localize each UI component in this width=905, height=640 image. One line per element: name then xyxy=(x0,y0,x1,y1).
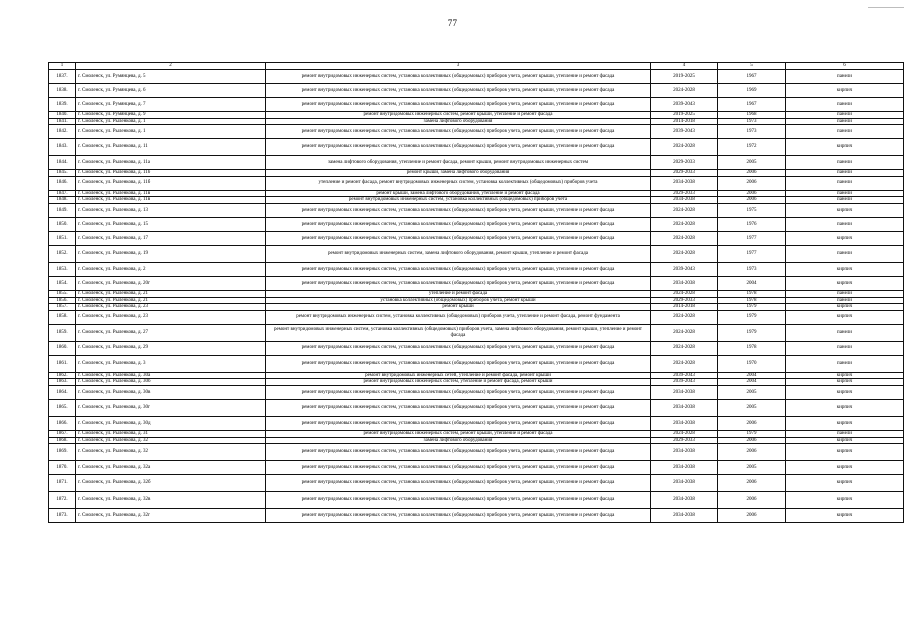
row-period: 2024-2028 xyxy=(651,324,718,341)
table-row xyxy=(49,262,904,276)
row-address: г. Смоленск, ул. Румянцева, д. 7 xyxy=(76,98,266,112)
row-work-list: ремонт внутридомовых инженерных систем, установка коллективных (общедомовых) приборов учета, ремонт крыши, утепление и ремонт фасада xyxy=(266,84,651,98)
table-row xyxy=(49,310,904,324)
row-wall-material: панели xyxy=(786,290,904,297)
row-wall-material: кирпич xyxy=(786,310,904,324)
row-work-list: ремонт внутридомовых инженерных систем, утепление и ремонт фасада, ремонт крыши xyxy=(266,379,651,386)
row-number: 1848. xyxy=(49,197,76,204)
row-work-list: замена лифтового оборудования xyxy=(266,118,651,125)
row-address: г. Смоленск, ул. Рыленкова, д. 11а xyxy=(76,156,266,170)
row-work-list: ремонт внутридомовых инженерных систем, установка коллективных (общедомовых) приборов учета, ремонт крыши, утепление и ремонт фасада xyxy=(266,475,651,492)
row-number: 1863. xyxy=(49,379,76,386)
row-address: г. Смоленск, ул. Рыленкова, д. 32а xyxy=(76,461,266,475)
register-table-wrapper xyxy=(48,62,903,523)
row-work-list: ремонт внутридомовых инженерных систем, установка коллективных (общедомовых) приборов учета, ремонт крыши, утепление и ремонт фасада xyxy=(266,203,651,217)
row-work-list: ремонт внутридомовых инженерных систем, установка коллективных (общедомовых) приборов учета, ремонт крыши, утепление и ремонт фасада xyxy=(266,355,651,372)
row-wall-material: кирпич xyxy=(786,475,904,492)
row-period: 2039-2043 xyxy=(651,372,718,379)
row-wall-material: кирпич xyxy=(786,276,904,290)
row-build-year: 2006 xyxy=(718,416,786,430)
row-wall-material: кирпич xyxy=(786,509,904,523)
row-work-list: ремонт внутридомовых инженерных систем, установка коллективных (общедомовых) приборов учета, ремонт крыши, утепление и ремонт фасада xyxy=(266,399,651,416)
row-address: г. Смоленск, ул. Рыленкова, д. 19 xyxy=(76,245,266,262)
row-number: 1867. xyxy=(49,430,76,437)
row-wall-material: кирпич xyxy=(786,231,904,245)
row-wall-material: кирпич xyxy=(786,444,904,461)
table-row xyxy=(49,444,904,461)
row-number: 1856. xyxy=(49,297,76,304)
row-address: г. Смоленск, ул. Рыленкова, д. 1 xyxy=(76,125,266,139)
row-number: 1861. xyxy=(49,355,76,372)
row-period: 2034-2038 xyxy=(651,509,718,523)
row-period: 2024-2028 xyxy=(651,217,718,231)
row-build-year: 2006 xyxy=(718,509,786,523)
row-build-year: 1978 xyxy=(718,341,786,355)
row-period: 2034-2038 xyxy=(651,399,718,416)
row-build-year: 1975 xyxy=(718,203,786,217)
row-number: 1864. xyxy=(49,385,76,399)
row-work-list: ремонт внутридомовых инженерных систем, установка коллективных (общедомовых) приборов учета, ремонт крыши, утепление и ремонт фасада xyxy=(266,444,651,461)
row-period: 2024-2028 xyxy=(651,430,718,437)
column-number-6: 6 xyxy=(786,63,904,70)
row-build-year: 1979 xyxy=(718,310,786,324)
row-work-list: ремонт крыши, замена лифтового оборудования xyxy=(266,170,651,177)
row-work-list: ремонт внутридомовых инженерных сетей, утепление и ремонт фасада, ремонт крыши xyxy=(266,372,651,379)
row-build-year: 1973 xyxy=(718,125,786,139)
row-number: 1868. xyxy=(49,437,76,444)
row-address: г. Смоленск, ул. Рыленкова, д. 32б xyxy=(76,475,266,492)
row-wall-material: кирпич xyxy=(786,399,904,416)
table-row xyxy=(49,355,904,372)
row-work-list: ремонт внутридомовых инженерных систем, установка коллективных (общедомовых) приборов учета, ремонт крыши, утепление и ремонт фасада xyxy=(266,416,651,430)
row-period: 2034-2038 xyxy=(651,276,718,290)
row-wall-material: кирпич xyxy=(786,139,904,156)
row-work-list: ремонт внутридомовых инженерных систем, установка коллективных (общедомовых) приборов учета, ремонт крыши, утепление и ремонт фасада xyxy=(266,341,651,355)
row-work-list: установка коллективных (общедомовых) приборов учета, ремонт крыши xyxy=(266,297,651,304)
table-row xyxy=(49,156,904,170)
table-row xyxy=(49,430,904,437)
row-wall-material: панели xyxy=(786,355,904,372)
row-address: г. Смоленск, ул. Рыленкова, д. 17 xyxy=(76,231,266,245)
table-header xyxy=(49,63,904,70)
row-wall-material: кирпич xyxy=(786,385,904,399)
table-row xyxy=(49,176,904,190)
row-wall-material: панели xyxy=(786,112,904,119)
row-wall-material: кирпич xyxy=(786,461,904,475)
row-work-list: ремонт внутридомовых инженерных систем, установка коллективных (общедомовых) приборов учета, ремонт крыши, утепление и ремонт фасада xyxy=(266,276,651,290)
row-work-list: утепление и ремонт фасада, ремонт внутридомовых инженерных систем, установка коллективных (общедомовых) приборов учета xyxy=(266,176,651,190)
row-period: 2024-2028 xyxy=(651,290,718,297)
row-number: 1858. xyxy=(49,310,76,324)
row-wall-material: панели xyxy=(786,70,904,84)
row-wall-material: панели xyxy=(786,118,904,125)
row-number: 1862. xyxy=(49,372,76,379)
table-row xyxy=(49,379,904,386)
row-wall-material: панели xyxy=(786,190,904,197)
table-body xyxy=(49,70,904,523)
column-number-row xyxy=(49,63,904,70)
row-build-year: 2004 xyxy=(718,379,786,386)
row-period: 2024-2028 xyxy=(651,310,718,324)
row-period: 2029-2033 xyxy=(651,156,718,170)
table-row xyxy=(49,324,904,341)
row-number: 1851. xyxy=(49,231,76,245)
row-build-year: 1967 xyxy=(718,70,786,84)
row-build-year: 1978 xyxy=(718,290,786,297)
row-work-list: ремонт внутридомовых инженерных систем, установка коллективных (общедомовых) приборов учета, ремонт крыши, утепление и ремонт фасада xyxy=(266,139,651,156)
table-row xyxy=(49,461,904,475)
row-number: 1853. xyxy=(49,262,76,276)
row-period: 2024-2028 xyxy=(651,231,718,245)
table-row xyxy=(49,437,904,444)
table-row xyxy=(49,231,904,245)
row-period: 2024-2028 xyxy=(651,139,718,156)
row-wall-material: кирпич xyxy=(786,262,904,276)
table-row xyxy=(49,475,904,492)
page-number: 77 xyxy=(447,18,458,28)
row-address: г. Смоленск, ул. Рыленкова, д. 30б xyxy=(76,379,266,386)
column-number-5: 5 xyxy=(718,63,786,70)
row-number: 1842. xyxy=(49,125,76,139)
top-edge-mark xyxy=(868,7,904,8)
row-work-list: ремонт внутридомовых инженерных систем, установка коллективных (общедомовых) приборов учета, ремонт крыши, утепление и ремонт фасада xyxy=(266,385,651,399)
row-number: 1855. xyxy=(49,290,76,297)
row-number: 1849. xyxy=(49,203,76,217)
row-number: 1859. xyxy=(49,324,76,341)
row-address: г. Смоленск, ул. Рыленкова, д. 30д xyxy=(76,416,266,430)
row-build-year: 2006 xyxy=(718,170,786,177)
row-build-year: 2005 xyxy=(718,385,786,399)
row-period: 2029-2033 xyxy=(651,437,718,444)
row-address: г. Смоленск, ул. Рыленкова, д. 11 xyxy=(76,139,266,156)
row-work-list: замена лифтового оборудования, утепление и ремонт фасада, ремонт крыши, ремонт внутридомовых инженерных систем xyxy=(266,156,651,170)
row-build-year: 1973 xyxy=(718,262,786,276)
row-build-year: 2006 xyxy=(718,492,786,509)
row-work-list: ремонт внутридомовых инженерных систем, установка коллективных (общедомовых) приборов учета, ремонт крыши, утепление и ремонт фасада xyxy=(266,262,651,276)
row-work-list: ремонт крыши xyxy=(266,304,651,311)
row-build-year: 1979 xyxy=(718,324,786,341)
row-work-list: ремонт внутридомовых инженерных систем, установка коллективных (общедомовых) приборов учета, ремонт крыши, утепление и ремонт фасада xyxy=(266,98,651,112)
table-row xyxy=(49,98,904,112)
row-period: 2024-2028 xyxy=(651,245,718,262)
row-address: г. Смоленск, ул. Рыленкова, д. 32 xyxy=(76,437,266,444)
table-row xyxy=(49,112,904,119)
table-row xyxy=(49,170,904,177)
row-period: 2024-2028 xyxy=(651,355,718,372)
row-wall-material: панели xyxy=(786,176,904,190)
row-number: 1866. xyxy=(49,416,76,430)
row-period: 2019-2025 xyxy=(651,112,718,119)
row-wall-material: панели xyxy=(786,430,904,437)
row-address: г. Смоленск, ул. Румянцева, д. 9 xyxy=(76,112,266,119)
row-number: 1872. xyxy=(49,492,76,509)
table-row xyxy=(49,399,904,416)
row-address: г. Смоленск, ул. Рыленкова, д. 11в xyxy=(76,190,266,197)
table-row xyxy=(49,509,904,523)
row-wall-material: кирпич xyxy=(786,304,904,311)
row-period: 2019-2025 xyxy=(651,70,718,84)
table-row xyxy=(49,341,904,355)
housing-repair-table xyxy=(48,62,904,523)
row-address: г. Смоленск, ул. Рыленкова, д. 31 xyxy=(76,430,266,437)
row-wall-material: панели xyxy=(786,156,904,170)
table-row xyxy=(49,190,904,197)
row-wall-material: кирпич xyxy=(786,492,904,509)
row-address: г. Смоленск, ул. Рыленкова, д. 23 xyxy=(76,310,266,324)
row-work-list: ремонт внутридомовых инженерных систем, установка коллективных (общедомовых) приборов учета, ремонт крыши, утепление и ремонт фасада xyxy=(266,70,651,84)
row-address: г. Смоленск, ул. Рыленкова, д. 3 xyxy=(76,355,266,372)
row-wall-material: панели xyxy=(786,245,904,262)
table-row xyxy=(49,276,904,290)
row-number: 1846. xyxy=(49,176,76,190)
row-wall-material: панели xyxy=(786,217,904,231)
row-address: г. Смоленск, ул. Рыленкова, д. 1 xyxy=(76,118,266,125)
row-number: 1838. xyxy=(49,84,76,98)
row-build-year: 1973 xyxy=(718,118,786,125)
column-number-4: 4 xyxy=(651,63,718,70)
row-period: 2014-2018 xyxy=(651,304,718,311)
row-wall-material: кирпич xyxy=(786,203,904,217)
row-work-list: ремонт крыши, замена лифтового оборудования, утепление и ремонт фасада xyxy=(266,190,651,197)
row-period: 2034-2038 xyxy=(651,385,718,399)
row-wall-material: панели xyxy=(786,324,904,341)
column-number-1: 1 xyxy=(49,63,76,70)
row-address: г. Смоленск, ул. Рыленкова, д. 11в xyxy=(76,197,266,204)
row-wall-material: панели xyxy=(786,197,904,204)
table-row xyxy=(49,139,904,156)
row-number: 1844. xyxy=(49,156,76,170)
row-build-year: 1977 xyxy=(718,245,786,262)
table-row xyxy=(49,492,904,509)
row-wall-material: панели xyxy=(786,297,904,304)
row-address: г. Смоленск, ул. Рыленкова, д. 11б xyxy=(76,176,266,190)
column-number-2: 2 xyxy=(76,63,266,70)
row-wall-material: кирпич xyxy=(786,437,904,444)
row-number: 1865. xyxy=(49,399,76,416)
row-build-year: 1970 xyxy=(718,355,786,372)
row-address: г. Смоленск, ул. Румянцева, д. 5 xyxy=(76,70,266,84)
row-build-year: 2005 xyxy=(718,156,786,170)
row-build-year: 2006 xyxy=(718,176,786,190)
row-period: 2034-2038 xyxy=(651,416,718,430)
row-work-list: ремонт внутридомовых инженерных систем, ремонт крыши, утепление и ремонт фасада xyxy=(266,112,651,119)
row-build-year: 1972 xyxy=(718,139,786,156)
table-row xyxy=(49,125,904,139)
row-build-year: 2006 xyxy=(718,197,786,204)
row-address: г. Смоленск, ул. Рыленкова, д. 30а xyxy=(76,372,266,379)
row-number: 1845. xyxy=(49,170,76,177)
row-period: 2034-2038 xyxy=(651,176,718,190)
row-number: 1839. xyxy=(49,98,76,112)
table-row xyxy=(49,372,904,379)
row-period: 2039-2043 xyxy=(651,262,718,276)
row-build-year: 2006 xyxy=(718,444,786,461)
table-row xyxy=(49,245,904,262)
row-period: 2024-2028 xyxy=(651,341,718,355)
row-number: 1870. xyxy=(49,461,76,475)
table-row xyxy=(49,416,904,430)
row-build-year: 1967 xyxy=(718,98,786,112)
row-build-year: 2005 xyxy=(718,399,786,416)
row-address: г. Смоленск, ул. Рыленкова, д. 30в xyxy=(76,385,266,399)
row-number: 1873. xyxy=(49,509,76,523)
row-work-list: ремонт внутридомовых инженерных систем, установка коллективных (общедомовых) приборов учета, утепление и ремонт фасада, ремонт фундамента xyxy=(266,310,651,324)
row-address: г. Смоленск, ул. Рыленкова, д. 21 xyxy=(76,290,266,297)
row-address: г. Смоленск, ул. Рыленкова, д. 23 xyxy=(76,304,266,311)
row-build-year: 2006 xyxy=(718,475,786,492)
row-address: г. Смоленск, ул. Рыленкова, д. 13 xyxy=(76,203,266,217)
row-address: г. Смоленск, ул. Рыленкова, д. 27 xyxy=(76,324,266,341)
row-number: 1852. xyxy=(49,245,76,262)
row-build-year: 1976 xyxy=(718,217,786,231)
row-number: 1847. xyxy=(49,190,76,197)
row-address: г. Смоленск, ул. Рыленкова, д. 11б xyxy=(76,170,266,177)
table-row xyxy=(49,70,904,84)
row-period: 2029-2033 xyxy=(651,297,718,304)
row-period: 2034-2038 xyxy=(651,475,718,492)
row-wall-material: кирпич xyxy=(786,372,904,379)
row-wall-material: кирпич xyxy=(786,379,904,386)
table-row xyxy=(49,297,904,304)
row-wall-material: панели xyxy=(786,125,904,139)
table-row xyxy=(49,197,904,204)
table-row xyxy=(49,84,904,98)
row-address: г. Смоленск, ул. Рыленкова, д. 21 xyxy=(76,297,266,304)
row-address: г. Смоленск, ул. Рыленкова, д. 15 xyxy=(76,217,266,231)
row-number: 1871. xyxy=(49,475,76,492)
row-build-year: 1968 xyxy=(718,112,786,119)
row-number: 1850. xyxy=(49,217,76,231)
row-build-year: 1978 xyxy=(718,297,786,304)
row-period: 2039-2043 xyxy=(651,379,718,386)
row-address: г. Смоленск, ул. Рыленкова, д. 29 xyxy=(76,341,266,355)
row-period: 2024-2028 xyxy=(651,203,718,217)
row-period: 2024-2028 xyxy=(651,84,718,98)
row-build-year: 2004 xyxy=(718,276,786,290)
row-address: г. Смоленск, ул. Рыленкова, д. 2 xyxy=(76,262,266,276)
row-number: 1837. xyxy=(49,70,76,84)
row-work-list: ремонт внутридомовых инженерных систем, установка коллективных (общедомовых) приборов учета, ремонт крыши, утепление и ремонт фасада xyxy=(266,231,651,245)
row-address: г. Смоленск, ул. Рыленкова, д. 20г xyxy=(76,276,266,290)
row-address: г. Смоленск, ул. Рыленкова, д. 30г xyxy=(76,399,266,416)
table-row xyxy=(49,217,904,231)
row-build-year: 2006 xyxy=(718,437,786,444)
row-address: г. Смоленск, ул. Рыленкова, д. 32 xyxy=(76,444,266,461)
row-period: 2034-2038 xyxy=(651,492,718,509)
row-number: 1840. xyxy=(49,112,76,119)
row-build-year: 1977 xyxy=(718,231,786,245)
row-build-year: 2004 xyxy=(718,372,786,379)
row-work-list: ремонт внутридомовых инженерных систем, установка коллективных (общедомовых) приборов учета, ремонт крыши, утепление и ремонт фасада xyxy=(266,492,651,509)
table-row xyxy=(49,304,904,311)
table-row xyxy=(49,290,904,297)
row-build-year: 2006 xyxy=(718,190,786,197)
row-address: г. Смоленск, ул. Румянцева, д. 6 xyxy=(76,84,266,98)
row-number: 1857. xyxy=(49,304,76,311)
row-period: 2034-2038 xyxy=(651,444,718,461)
row-work-list: утепление и ремонт фасада xyxy=(266,290,651,297)
row-build-year: 1969 xyxy=(718,84,786,98)
row-wall-material: кирпич xyxy=(786,416,904,430)
row-period: 2014-2018 xyxy=(651,118,718,125)
row-number: 1869. xyxy=(49,444,76,461)
row-work-list: ремонт внутридомовых инженерных систем, установка коллективных (общедомовых) приборов учета, ремонт крыши, утепление и ремонт фасада xyxy=(266,461,651,475)
table-row xyxy=(49,385,904,399)
row-period: 2029-2033 xyxy=(651,170,718,177)
row-number: 1841. xyxy=(49,118,76,125)
row-work-list: ремонт внутридомовых инженерных систем, установка коллективных (общедомовых) приборов учета, замена лифтового оборудования, ремонт крыши, утепление и ремонт фасада xyxy=(266,324,651,341)
row-work-list: замена лифтового оборудования xyxy=(266,437,651,444)
row-wall-material: панели xyxy=(786,170,904,177)
row-period: 2034-2038 xyxy=(651,461,718,475)
row-period: 2034-2038 xyxy=(651,197,718,204)
row-work-list: ремонт внутридомовых инженерных систем, замена лифтового оборудования, ремонт крыши, утепление и ремонт фасада xyxy=(266,245,651,262)
row-wall-material: панели xyxy=(786,98,904,112)
row-address: г. Смоленск, ул. Рыленкова, д. 32г xyxy=(76,509,266,523)
row-period: 2029-2033 xyxy=(651,190,718,197)
row-number: 1854. xyxy=(49,276,76,290)
row-build-year: 1979 xyxy=(718,304,786,311)
row-number: 1860. xyxy=(49,341,76,355)
row-period: 2039-2043 xyxy=(651,125,718,139)
row-number: 1843. xyxy=(49,139,76,156)
row-work-list: ремонт внутридомовых инженерных систем, установка коллективных (общедомовых) приборов учета, ремонт крыши, утепление и ремонт фасада xyxy=(266,217,651,231)
table-row xyxy=(49,118,904,125)
row-work-list: ремонт внутридомовых инженерных систем, установка коллективных (общедомовых) приборов учета xyxy=(266,197,651,204)
table-row xyxy=(49,203,904,217)
row-wall-material: кирпич xyxy=(786,84,904,98)
row-work-list: ремонт внутридомовых инженерных систем, установка коллективных (общедомовых) приборов учета, ремонт крыши, утепление и ремонт фасада xyxy=(266,509,651,523)
row-address: г. Смоленск, ул. Рыленкова, д. 32в xyxy=(76,492,266,509)
row-period: 2039-2043 xyxy=(651,98,718,112)
row-work-list: ремонт внутридомовых инженерных систем, ремонт крыши, утепление и ремонт фасада xyxy=(266,430,651,437)
column-number-3: 3 xyxy=(266,63,651,70)
row-build-year: 2005 xyxy=(718,461,786,475)
row-work-list: ремонт внутридомовых инженерных систем, установка коллективных (общедомовых) приборов учета, ремонт крыши, утепление и ремонт фасада xyxy=(266,125,651,139)
row-wall-material: панели xyxy=(786,341,904,355)
row-build-year: 1979 xyxy=(718,430,786,437)
